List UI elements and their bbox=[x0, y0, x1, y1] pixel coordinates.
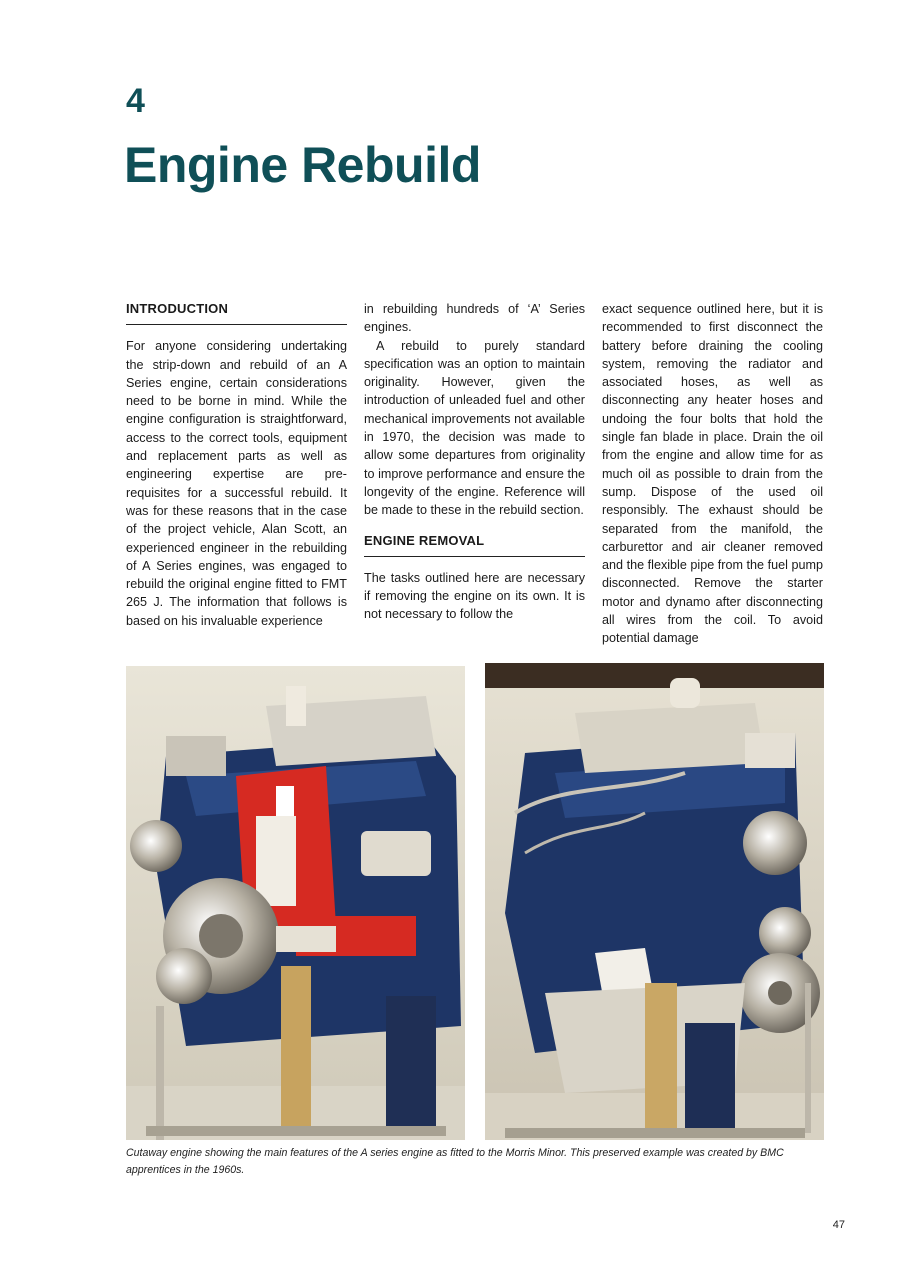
paragraph: The tasks outlined here are necessary if removing the engine on its own. It is not necessary to follow the bbox=[364, 570, 585, 622]
paragraph: For anyone considering undertaking the strip-down and rebuild of an A Series engine, certain considerations need to be borne in mind. While the engine configuration is straightforward, access to the correct tools, equipment and replacement parts as well as engineering expertise are pre-requisites for a successful rebuild. It was for these reasons that in the case of the project vehicle, Alan Scott, an experienced engineer in the rebuilding of A Series engines, was engaged to rebuild the original engine fitted to FMT 265 J. The information that follows is based on his invaluable experience bbox=[126, 339, 347, 628]
column-2 bbox=[364, 300, 585, 632]
section-heading-engine-removal: ENGINE REMOVAL bbox=[364, 532, 585, 557]
cutaway-engine-photo-left bbox=[126, 666, 465, 1140]
text-columns bbox=[126, 300, 824, 646]
page-number: 47 bbox=[832, 1219, 845, 1231]
chapter-title: Engine Rebuild bbox=[124, 137, 481, 193]
paragraph: in rebuilding hundreds of ‘A’ Series engines. bbox=[364, 302, 585, 335]
figure-caption: Cutaway engine showing the main features of the A series engine as fitted to the Morris Minor. This preserved example was created by BMC apprentices in the 1960s. bbox=[126, 1147, 784, 1176]
paragraph: A rebuild to purely standard specification was an option to maintain originality. However, given the introduction of unleaded fuel and other mechanical improvements not available in 1970, the decision was made to allow some departures from originality to improve performance and ensure the longevity of the engine. Reference will be made to these in the rebuild section. bbox=[364, 338, 585, 518]
chapter-number: 4 bbox=[126, 82, 145, 120]
photo-pair bbox=[126, 663, 824, 1141]
section-heading-introduction: INTRODUCTION bbox=[126, 300, 347, 325]
paragraph: exact sequence outlined here, but it is recommended to first disconnect the battery before draining the cooling system, removing the radiator and associated hoses, as well as disconnecting any heater hoses and undoing the four bolts that hold the single fan blade in place. Drain the oil from the engine and allow time for as much oil as possible to drain from the sump. Dispose of the used oil responsibly. The exhaust should be separated from the manifold, the carburettor and air cleaner removed and the flexible pipe from the fuel pump disconnected. Remove the starter motor and dynamo after disconnecting all wires from the coil. To avoid potential damage bbox=[602, 302, 823, 646]
column-1 bbox=[126, 300, 347, 632]
engine-photo-right bbox=[485, 663, 824, 1140]
column-3 bbox=[602, 300, 823, 646]
